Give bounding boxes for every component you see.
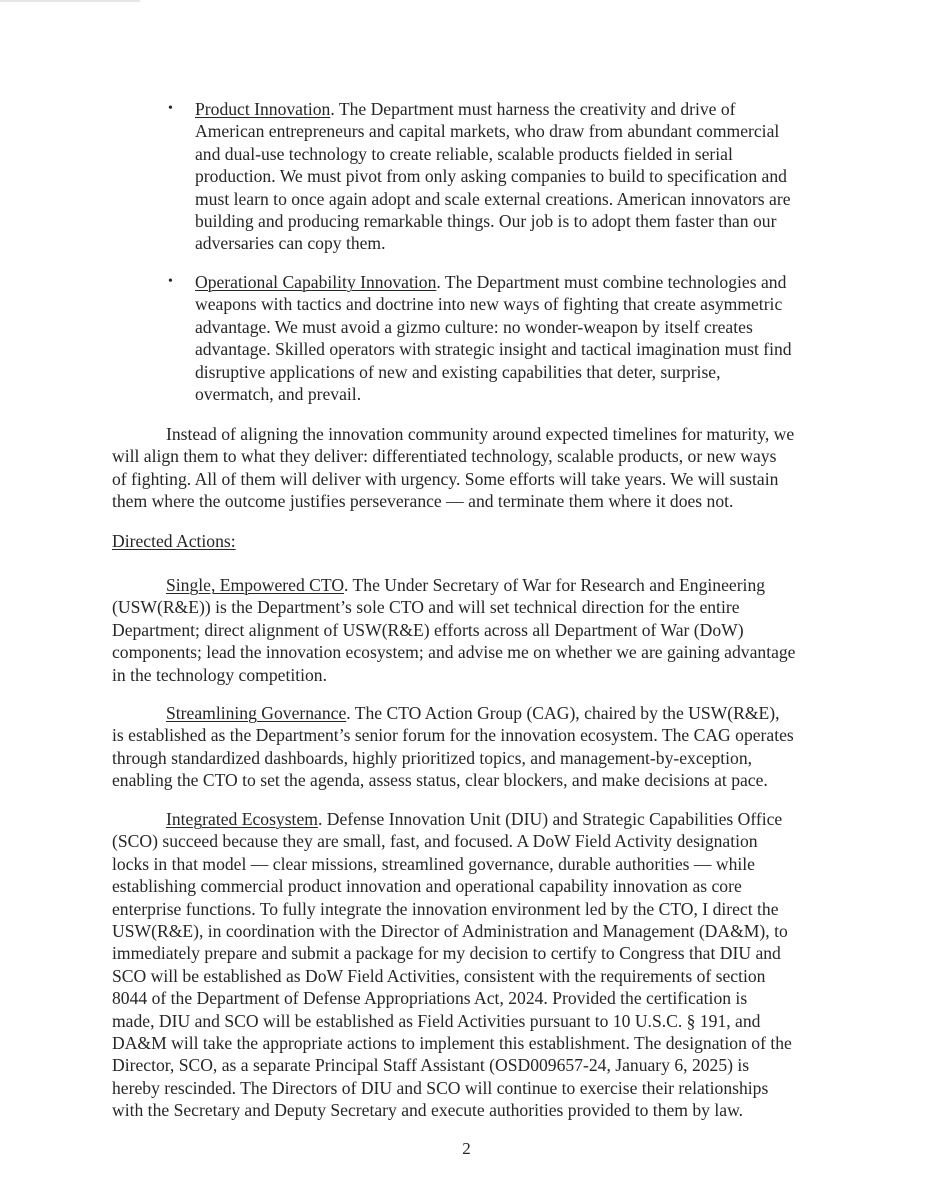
paragraph-line: is established as the Department’s senior forum for the innovation ecosystem. The CAG operates xyxy=(112,725,794,746)
paragraph-line: DA&M will take the appropriate actions to implement this establishment. The designation of the xyxy=(112,1032,792,1053)
paragraph-line: advantage. Skilled operators with strategic insight and tactical imagination must find xyxy=(195,339,792,360)
paragraph-line: (SCO) succeed because they are small, fast, and focused. A DoW Field Activity designation xyxy=(112,831,758,852)
paragraph-line: weapons with tactics and doctrine into new ways of fighting that create asymmetric xyxy=(195,294,783,315)
bullet-icon: • xyxy=(168,274,173,289)
paragraph-line: Streamlining Governance. The CTO Action Group (CAG), chaired by the USW(R&E), xyxy=(166,703,780,723)
paragraph-line: of fighting. All of them will deliver with urgency. Some efforts will take years. We will sustain xyxy=(112,468,779,489)
paragraph-line: advantage. We must avoid a gizmo culture: no wonder-weapon by itself creates xyxy=(195,316,753,337)
paragraph-line: overmatch, and prevail. xyxy=(195,383,362,404)
action-heading: Integrated Ecosystem xyxy=(166,809,318,829)
intro-paragraph xyxy=(112,423,794,513)
action-paragraph-integrated-ecosystem xyxy=(112,808,792,1121)
action-heading: Single, Empowered CTO xyxy=(166,575,345,595)
paragraph-line: in the technology competition. xyxy=(112,664,327,685)
paragraph-line: them where the outcome justifies perseverance — and terminate them where it does not. xyxy=(112,491,734,512)
paragraph-line: Single, Empowered CTO. The Under Secretary of War for Research and Engineering xyxy=(166,575,766,595)
paragraph-line: and dual-use technology to create reliable, scalable products fielded in serial xyxy=(195,143,733,164)
paragraph-line: 8044 of the Department of Defense Appropriations Act, 2024. Provided the certification is xyxy=(112,988,748,1009)
paragraph-line: Instead of aligning the innovation community around expected timelines for maturity, we xyxy=(166,424,795,444)
paragraph-line: made, DIU and SCO will be established as Field Activities pursuant to 10 U.S.C. § 191, and xyxy=(112,1010,761,1031)
action-paragraph-streamlining-governance xyxy=(112,702,794,792)
paragraph-line: locks in that model — clear missions, streamlined governance, durable authorities — while xyxy=(112,853,755,874)
bullet-paragraph-product-innovation xyxy=(195,98,791,255)
page-number: 2 xyxy=(462,1139,471,1158)
section-heading: Directed Actions: xyxy=(112,531,236,551)
bullet-paragraph-operational-capability xyxy=(195,271,792,405)
paragraph-line: Operational Capability Innovation. The Department must combine technologies and xyxy=(195,272,787,292)
paragraph-line: adversaries can copy them. xyxy=(195,233,386,254)
paragraph-line: disruptive applications of new and existing capabilities that deter, surprise, xyxy=(195,361,721,382)
paragraph-line: enterprise functions. To fully integrate the innovation environment led by the CTO, I direct the xyxy=(112,898,779,919)
bullet-heading: Operational Capability Innovation xyxy=(195,272,437,292)
bullet-icon: • xyxy=(168,101,173,116)
paragraph-line: Integrated Ecosystem. Defense Innovation Unit (DIU) and Strategic Capabilities Office xyxy=(166,809,783,829)
action-heading: Streamlining Governance xyxy=(166,703,347,723)
paragraph-line: through standardized dashboards, highly prioritized topics, and management-by-exception, xyxy=(112,747,753,768)
action-paragraph-single-empowered-cto xyxy=(112,574,796,686)
paragraph-line: will align them to what they deliver: differentiated technology, scalable products, or new ways xyxy=(112,446,777,467)
paragraph-line: must learn to once again adopt and scale external creations. American innovators are xyxy=(195,188,791,209)
scan-edge-artifact xyxy=(0,0,140,2)
paragraph-line: immediately prepare and submit a package for my decision to certify to Congress that DIU and xyxy=(112,943,781,964)
paragraph-line: (USW(R&E)) is the Department’s sole CTO and will set technical direction for the entire xyxy=(112,597,740,618)
paragraph-line: components; lead the innovation ecosystem; and advise me on whether we are gaining advantage xyxy=(112,642,796,663)
section-heading-directed-actions xyxy=(112,530,236,552)
paragraph-line: Director, SCO, as a separate Principal Staff Assistant (OSD009657-24, January 6, 2025) is xyxy=(112,1055,750,1076)
paragraph-line: USW(R&E), in coordination with the Director of Administration and Management (DA&M), to xyxy=(112,920,788,941)
paragraph-line: enabling the CTO to set the agenda, assess status, clear blockers, and make decisions at pace. xyxy=(112,770,768,791)
paragraph-line: American entrepreneurs and capital markets, who draw from abundant commercial xyxy=(195,121,780,142)
bullet-heading: Product Innovation xyxy=(195,99,331,119)
paragraph-line: Product Innovation. The Department must harness the creativity and drive of xyxy=(195,99,736,119)
paragraph-line: production. We must pivot from only asking companies to build to specification and xyxy=(195,166,787,187)
paragraph-line: SCO will be established as DoW Field Activities, consistent with the requirements of section xyxy=(112,965,766,986)
paragraph-line: hereby rescinded. The Directors of DIU and SCO will continue to exercise their relationships xyxy=(112,1077,769,1098)
paragraph-line: building and producing remarkable things. Our job is to adopt them faster than our xyxy=(195,210,777,231)
paragraph-line: with the Secretary and Deputy Secretary and execute authorities provided to them by law. xyxy=(112,1100,744,1121)
paragraph-line: establishing commercial product innovation and operational capability innovation as core xyxy=(112,876,742,897)
paragraph-line: Department; direct alignment of USW(R&E) efforts across all Department of War (DoW) xyxy=(112,619,744,640)
